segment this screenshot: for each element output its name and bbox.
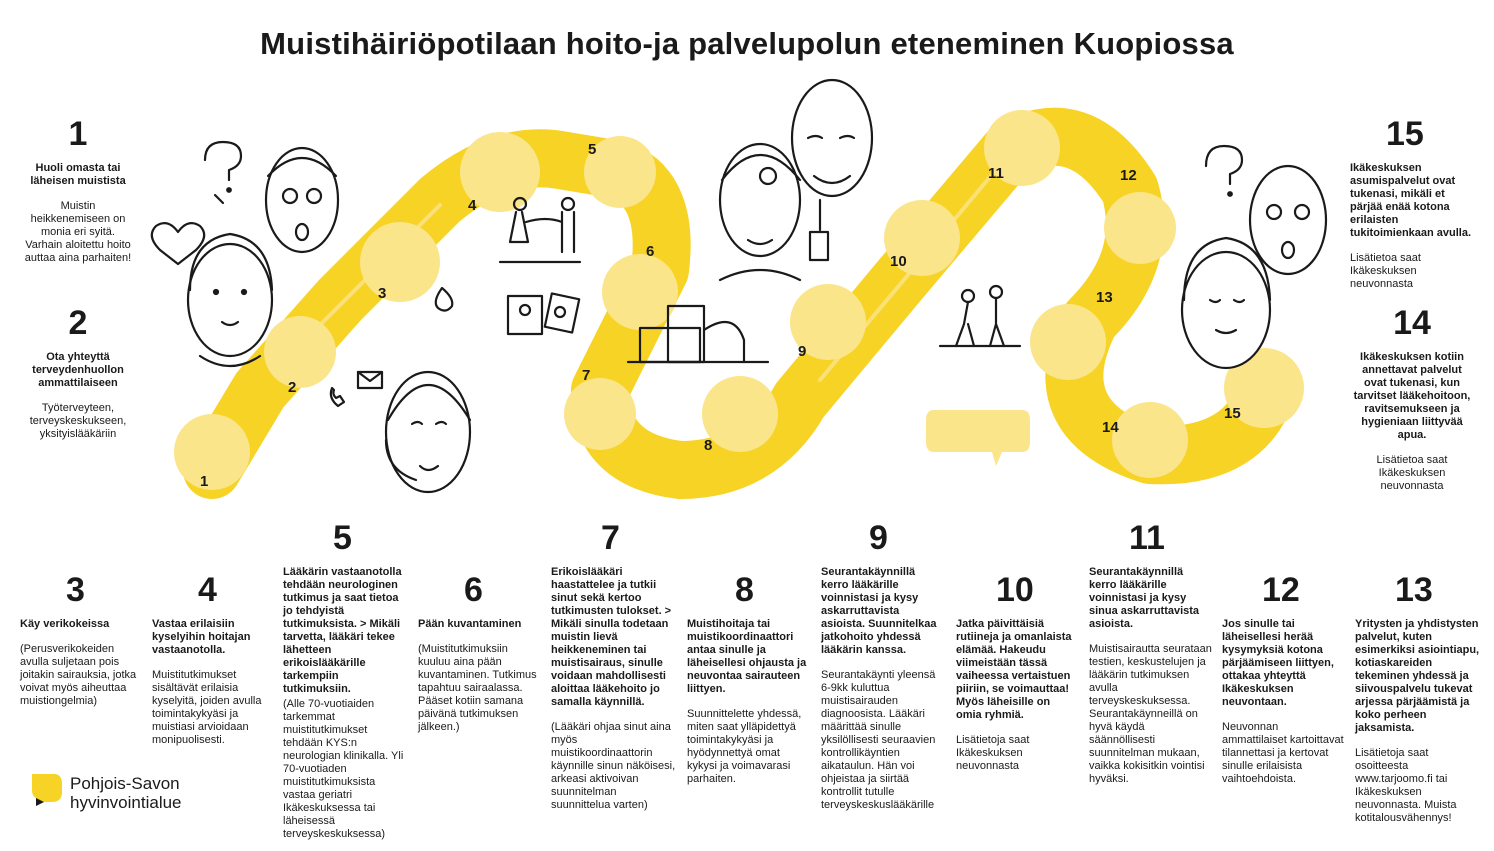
path-stop-number: 9 [798,343,807,360]
step-3 [20,572,138,718]
phone-icon [331,388,344,406]
step-body: Seurantakäynti yleensä 6-9kk kuluttua muistisairauden diagnoosista. Lääkäri määrittää sinulle yksilöllisesti seuraavien kontrollikäyntien aikataulun. Hän voi ohjeistaa ja siirtää kontrollit tutulle terveyskeskuslääkärille [821,669,936,811]
smiling-man-face-icon [792,80,872,260]
path-stop-circle [602,254,678,330]
path-stop-number: 8 [704,437,713,454]
doctor-face-icon [720,144,800,280]
step-heading: Pään kuvantaminen [418,618,522,630]
path-stop-circle [564,378,636,450]
step-heading: Ikäkeskuksen asumispalvelut ovat tukenasi, mikäli et pärjää enää kotona erilaisten tukitoimienkaan avulla. [1350,162,1472,239]
step-heading: Vastaa erilaisiin kyselyihin hoitajan vastaanotolla. [152,618,251,656]
step-body: (Alle 70-vuotiaiden tarkemmat muistitutkimukset tehdään KYS:n neurologian klinikalla. Yli 70-vuotiaden muistitutkimuksista vastaa geriatri Ikäkeskuksessa tai läheisessä terveyskeskuksessa) [283,698,404,840]
path-stop-circle [264,316,336,388]
step-14 [1352,305,1472,503]
step-9 [821,520,945,822]
step-4 [152,572,274,757]
elderly-man-face-icon [1250,166,1326,274]
step-body: Lisätietoa saat Ikäkeskuksen neuvonnasta [1350,252,1421,290]
step-body: Neuvonnan ammattilaiset kartoittavat tilannettasi ja kertovat sinulle erilaisista vaihtoehdoista. [1222,721,1344,785]
path-stop-number: 4 [468,197,477,214]
step-number: 3 [66,571,85,609]
step-heading: Jatka päivittäisiä rutiineja ja omanlaista elämää. Hakeudu viimeistään tässä vaiheessa vertaistuen piiriin, se voimauttaa! Myös läheisille on omia ryhmiä. [956,618,1072,721]
step-body: (Muistitutkimuksiin kuuluu aina pään kuvantaminen. Tutkimus tapahtuu sairaalassa. Pääset kotiin samana päivänä tutkimuksen jälkeen.) [418,643,537,733]
step-number: 2 [68,304,88,342]
step-number: 13 [1395,571,1433,609]
step-2 [22,305,134,451]
step-6 [418,572,538,744]
path-stop-number: 15 [1224,405,1241,422]
step-number: 6 [464,571,483,609]
step-number: 9 [869,519,888,557]
step-body: Lisätietoja saat Ikäkeskuksen neuvonnasta [956,734,1030,772]
step-12 [1222,572,1346,796]
step-7 [551,520,677,822]
path-stop-number: 2 [288,379,297,396]
step-body: Lisätietoa saat Ikäkeskuksen neuvonnasta [1376,454,1448,492]
path-stop-circle [702,376,778,452]
path-stop-number: 1 [200,473,209,490]
step-heading: Huoli omasta tai läheisen muistista [30,162,126,187]
speech-bubble-icon [926,410,1030,466]
walking-people-icon [940,286,1020,346]
step-number: 10 [996,571,1034,609]
path-stop-circle [1030,304,1106,380]
flower-picture-icon [508,293,579,334]
step-heading: Jos sinulle tai läheisellesi herää kysymyksiä kotona pärjäämiseen liittyen, ottakaa yhteyttä Ikäkeskuksen neuvontaan. [1222,618,1334,708]
logo [30,770,200,814]
question-bubble-icon [205,142,241,180]
step-body: Työterveyteen, terveyskeskukseen, yksityislääkäriin [29,402,127,440]
step-1 [22,116,134,275]
step-body: Lisätietoja saat osoitteesta www.tarjoomo.fi tai Ikäkeskuksen neuvonnasta. Muista kotitalousvähennys! [1355,747,1457,824]
logo-text-line2: hyvinvointialue [70,793,182,812]
step-number: 7 [601,519,620,557]
path-stop-circle [360,222,440,302]
step-15 [1350,116,1474,301]
page-title: Muistihäiriöpotilaan hoito-ja palvelupolun eteneminen Kuopiossa [260,26,1234,61]
path-stop-number: 3 [378,285,387,302]
path-stop-circle [174,414,250,490]
step-5 [283,520,409,851]
step-heading: Käy verikokeissa [20,618,110,630]
step-number: 14 [1393,304,1431,342]
question-bubble-right-icon [1206,146,1242,184]
step-number: 4 [198,571,217,609]
step-heading: Seurantakäynnillä kerro lääkärille voinnistasi ja kysy askarruttavista asioista. Suunnitelkaa jatkohoito yhdessä lääkärin kanssa. [821,566,937,656]
path-stop-number: 13 [1096,289,1113,306]
elderly-woman-face-icon [188,234,272,366]
step-heading: Yritysten ja yhdistysten palvelut, kuten esimerkiksi asiointiapu, kotiaskareiden tekeminen yhdessä ja siivouspalvelu tukevat arjessa pärjäämistä ja koko perheen jaksamista. [1355,618,1480,734]
path-stop-circle [1104,192,1176,264]
path-stop-number: 14 [1102,419,1119,436]
step-body: Muistitutkimukset sisältävät erilaisia kyselyitä, joiden avulla toimintakykyäsi ja muistiasi arvioidaan monipuolisesti. [152,669,262,746]
step-number: 15 [1386,115,1424,153]
path-stop-number: 5 [588,141,597,158]
step-13 [1355,572,1481,835]
step-number: 1 [68,115,88,153]
path-stop-number: 6 [646,243,655,260]
path-stop-number: 12 [1120,167,1137,184]
logo-text-line1: Pohjois-Savon [70,774,180,793]
step-heading: Erikoislääkäri haastattelee ja tutkii sinut sekä kertoo tutkimusten tulokset. > Mikäli sinulla todetaan muistin lievä heikkeneminen tai muistisairaus, sinulle voidaan mahdollisesti aloittaa lääkehoito jo samalla käynnillä. [551,566,672,708]
worried-man-face-icon [266,148,338,252]
step-heading: Muistihoitaja tai muistikoordinaattori antaa sinulle ja läheisellesi ohjausta ja neuvontaa sairauteen liittyen. [687,618,807,695]
path-stop-number: 7 [582,367,591,384]
logo-mark-icon [30,772,64,808]
step-number: 8 [735,571,754,609]
step-8 [687,572,809,796]
step-heading: Lääkärin vastaanotolla tehdään neurologinen tutkimus ja saat tietoa jo tehdyistä tutkimuksista. > Mikäli tarvetta, lääkäri tekee lähetteen erikoislääkärille tarkempiin tutkimuksiin. [283,566,402,695]
drop-icon [436,288,453,311]
step-body: Muistin heikkenemiseen on monia eri syitä. Varhain aloitettu hoito auttaa aina parhaiten! [24,200,132,264]
step-number: 11 [1129,519,1165,557]
step-body: Suunnittelette yhdessä, miten saat ylläpidettyä toimintakykyäsi ja hyödynnettyä omat kykysi ja voimavarasi parhaiten. [687,708,802,785]
step-body: Muistisairautta seurataan testien, keskustelujen ja lääkärin tutkimuksen avulla terveyskeskuksessa. Seurantakäynneillä on hyvä käydä säännöllisesti suunnitelman mukaan, vaikka kokisitkin vointisi hyväksi. [1089,643,1212,785]
path-stop-number: 10 [890,253,907,270]
elderly-woman-right-face-icon [1182,238,1270,368]
step-heading: Ikäkeskuksen kotiin annettavat palvelut ovat tukenasi, kun tarvitset lääkehoitoon, ravitsemukseen ja hygieniaan liittyvää apua. [1353,351,1471,441]
nurse-headset-face-icon [386,372,470,492]
step-11 [1089,520,1213,796]
path-stop-circle [1112,402,1188,478]
step-heading: Ota yhteyttä terveydenhuollon ammattilaiseen [32,351,124,389]
step-number: 5 [333,519,352,557]
step-number: 12 [1262,571,1300,609]
path-stop-number: 11 [988,165,1004,182]
step-10 [956,572,1078,783]
step-heading: Seurantakäynnillä kerro lääkärille voinnistasi ja kysy sinua askarruttavista asioista. [1089,566,1200,630]
step-body: (Perusverikokeiden avulla suljetaan pois joitakin sairauksia, jotka voivat myös aiheuttaa muistiongelmia) [20,643,137,707]
step-body: (Lääkäri ohjaa sinut aina myös muistikoordinaattorin käynnille sinun näköisesi, arkeasi aktivoivan suunnitelman suunnittelua varten) [551,721,676,811]
